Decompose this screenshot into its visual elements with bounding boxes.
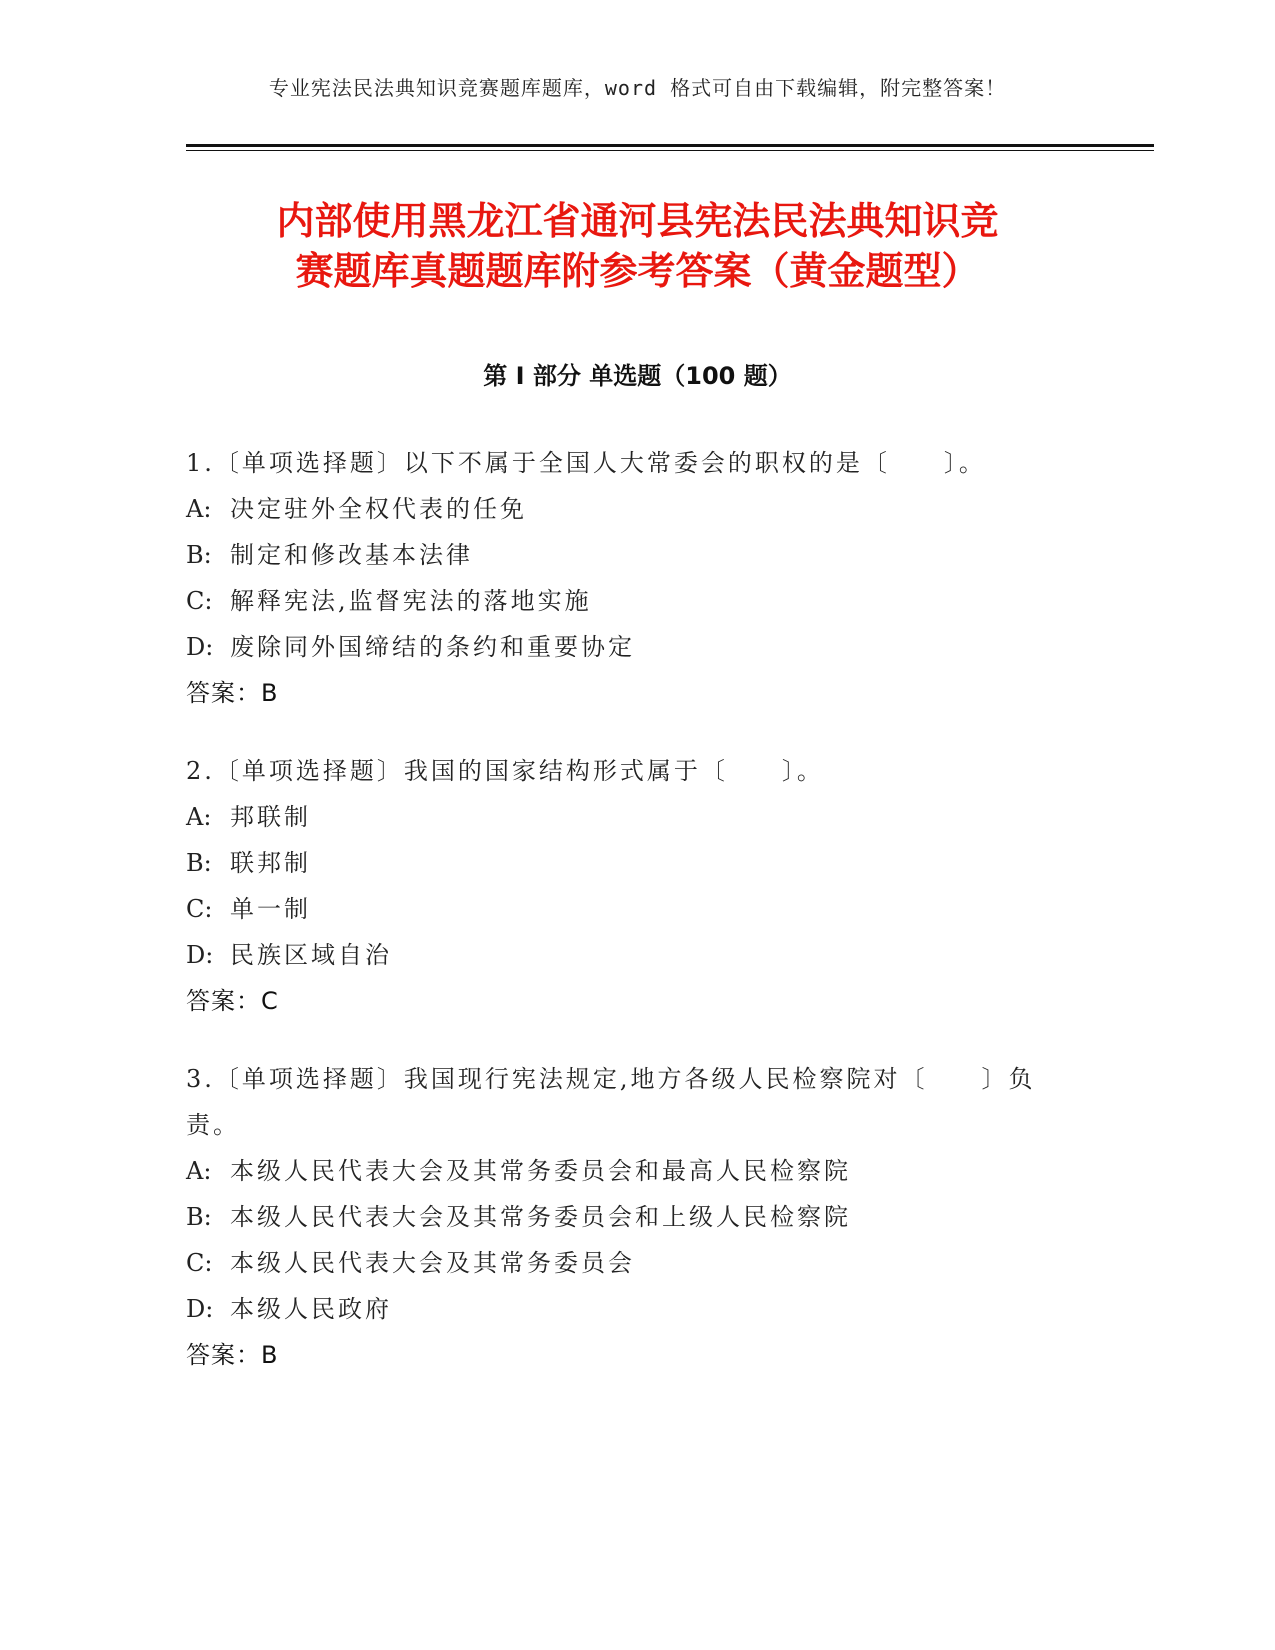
option-b [186,532,1086,578]
option-text: 邦联制 [230,803,311,831]
option-b [186,1194,1086,1240]
option-text: 民族区域自治 [230,941,392,969]
question-stem: 1.〔单项选择题〕以下不属于全国人大常委会的职权的是〔 〕。 [186,449,986,477]
option-key: C: [186,587,213,615]
option-a [186,1148,1086,1194]
option-key: A: [186,803,212,831]
question-3 [186,1056,1086,1378]
option-key: B: [186,849,212,877]
option-key: D: [186,633,214,661]
option-text: 解释宪法,监督宪法的落地实施 [230,587,592,615]
answer-line: 答案：B [186,1341,279,1369]
option-key: B: [186,541,212,569]
option-key: C: [186,1249,213,1277]
header-rule-thick [186,144,1154,147]
header-note: 专业宪法民法典知识竞赛题库题库，word 格式可自由下载编辑，附完整答案！ [268,76,1007,100]
option-text: 本级人民代表大会及其常务委员会和最高人民检察院 [230,1157,851,1185]
option-key: A: [186,495,212,523]
question-2 [186,748,1086,1024]
section-heading: 第 I 部分 单选题（100 题） [483,362,792,390]
document-title [0,196,1275,296]
document-title-line-1: 内部使用黑龙江省通河县宪法民法典知识竞 [276,199,999,243]
option-d [186,624,1086,670]
answer-line: 答案：B [186,679,279,707]
header-rule-thin [186,150,1154,151]
option-key: D: [186,1295,214,1323]
option-text: 本级人民政府 [230,1295,392,1323]
option-text: 本级人民代表大会及其常务委员会 [230,1249,635,1277]
option-key: B: [186,1203,212,1231]
question-list [186,440,1086,1410]
option-c [186,578,1086,624]
answer-line: 答案：C [186,987,279,1015]
option-text: 本级人民代表大会及其常务委员会和上级人民检察院 [230,1203,851,1231]
option-text: 制定和修改基本法律 [230,541,473,569]
option-a [186,486,1086,532]
question-stem: 2.〔单项选择题〕我国的国家结构形式属于〔 〕。 [186,757,824,785]
question-stem: 3.〔单项选择题〕我国现行宪法规定,地方各级人民检察院对〔 〕负责。 [186,1065,1036,1139]
option-a [186,794,1086,840]
option-text: 决定驻外全权代表的任免 [230,495,527,523]
option-key: C: [186,895,213,923]
document-title-line-2: 赛题库真题题库附参考答案（黄金题型） [295,249,980,293]
question-1 [186,440,1086,716]
option-text: 单一制 [230,895,311,923]
option-text: 废除同外国缔结的条约和重要协定 [230,633,635,661]
option-d [186,932,1086,978]
option-key: D: [186,941,214,969]
option-c [186,1240,1086,1286]
option-text: 联邦制 [230,849,311,877]
option-b [186,840,1086,886]
option-d [186,1286,1086,1332]
option-c [186,886,1086,932]
option-key: A: [186,1157,212,1185]
